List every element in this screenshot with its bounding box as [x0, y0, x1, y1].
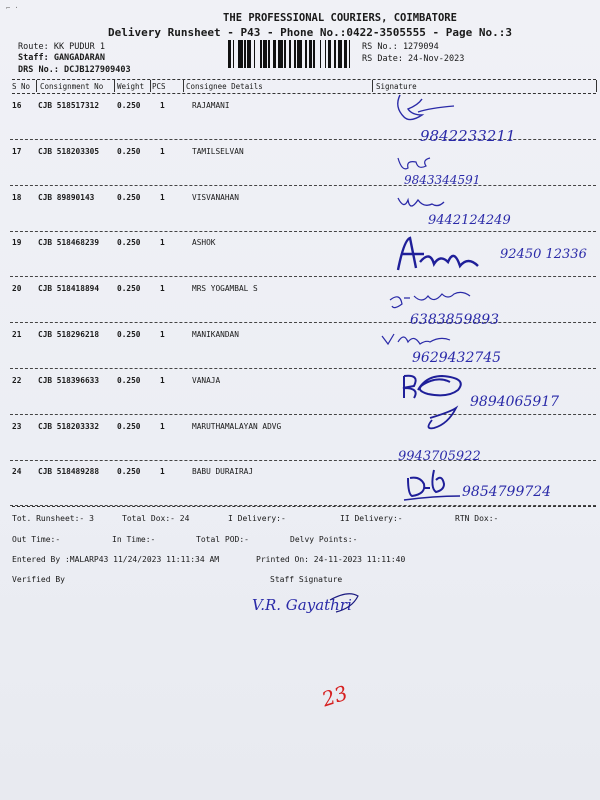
col-weight: Weight [117, 82, 145, 91]
cell-sno: 18 [12, 192, 22, 202]
row-separator [10, 414, 596, 415]
entered-by: Entered By :MALARP43 11/24/2023 11:11:34 AM [12, 555, 220, 564]
row-separator [10, 322, 596, 323]
staff-label: Staff: GANGADARAN [18, 53, 105, 63]
col-divider [183, 80, 184, 92]
col-divider [372, 80, 373, 92]
cell-pcs: 1 [160, 467, 165, 477]
cell-sno: 17 [12, 146, 22, 156]
rs-date: RS Date: 24-Nov-2023 [362, 54, 465, 64]
cell-consignment-no: CJB 518296218 [38, 330, 100, 339]
handwritten-phone: 9442124249 [428, 213, 511, 228]
cell-consignee: MANIKANDAN [192, 330, 239, 339]
cell-pcs: 1 [160, 101, 165, 110]
cell-pcs: 1 [160, 330, 165, 339]
rs-number: RS No.: 1279094 [362, 42, 439, 52]
cell-consignee: BABU DURAIRAJ [192, 467, 254, 477]
verified-by: Verified By [12, 575, 65, 584]
total-pod: Total POD:- [196, 535, 249, 544]
cell-pcs: 1 [160, 238, 165, 248]
col-divider [36, 80, 37, 92]
col-sno: S No [12, 82, 31, 91]
col-divider [150, 80, 151, 92]
out-time: Out Time:- [12, 535, 61, 544]
cell-sno: 21 [12, 330, 22, 339]
cell-weight: 0.250 [117, 146, 141, 156]
staff-signature-hand: V.R. Gayathri [252, 596, 352, 614]
handwritten-phone: 92450 12336 [500, 247, 587, 262]
runsheet-subtitle: Delivery Runsheet - P43 - Phone No.:0422-3505555 - Page No.:3 [108, 26, 512, 39]
cell-weight: 0.250 [117, 421, 141, 431]
cell-consignment-no: CJB 518203305 [38, 146, 100, 156]
printed-on: Printed On: 24-11-2023 11:11:40 [256, 555, 406, 564]
cell-pcs: 1 [160, 146, 165, 156]
cell-consignment-no: CJB 518468239 [38, 238, 100, 248]
total-runsheet: Tot. Runsheet:- 3 [12, 514, 94, 523]
corner-mark: ⌐ · [6, 4, 19, 12]
handwritten-phone: 6383859893 [410, 312, 500, 328]
cell-consignment-no: CJB 89890143 [38, 192, 95, 202]
cell-weight: 0.250 [117, 375, 141, 385]
cell-weight: 0.250 [117, 192, 141, 202]
barcode [228, 40, 354, 68]
cell-weight: 0.250 [117, 330, 141, 339]
cell-weight: 0.250 [117, 238, 141, 248]
cell-weight: 0.250 [117, 284, 141, 294]
barcode-bar [350, 40, 353, 68]
col-divider [114, 80, 115, 92]
cell-sno: 22 [12, 375, 22, 385]
handwritten-phone: 9842233211 [420, 127, 516, 145]
cell-weight: 0.250 [117, 101, 141, 110]
i-delivery: I Delivery:- [228, 514, 286, 523]
col-consignee: Consignee Details [186, 82, 263, 91]
cell-sno: 24 [12, 467, 22, 477]
delivery-points: Delvy Points:- [290, 535, 358, 544]
totals-top-rule [12, 506, 596, 507]
cell-consignee: VANAJA [192, 375, 221, 385]
header-bottom-rule [12, 93, 596, 94]
cell-consignment-no: CJB 518517312 [38, 101, 100, 110]
cell-consignee: TAMILSELVAN [192, 146, 244, 156]
handwritten-phone: 9894065917 [470, 394, 560, 410]
cell-consignee: MRS YOGAMBAL S [192, 284, 258, 294]
row-separator [10, 276, 596, 277]
cell-pcs: 1 [160, 192, 165, 202]
rtn-dox: RTN Dox:- [455, 514, 499, 523]
cell-consignee: VISVANAHAN [192, 192, 239, 202]
in-time: In Time:- [112, 535, 156, 544]
cell-sno: 16 [12, 101, 22, 110]
handwritten-phone: 9629432745 [412, 350, 502, 366]
cell-consignee: ASHOK [192, 238, 216, 248]
row-separator [10, 185, 596, 186]
handwritten-phone: 9943705922 [398, 449, 481, 464]
col-divider [596, 80, 597, 92]
ii-delivery: II Delivery:- [340, 514, 403, 523]
cell-pcs: 1 [160, 284, 165, 294]
cell-consignee: RAJAMANI [192, 101, 230, 110]
col-consignment: Consignment No [40, 82, 104, 91]
red-handwritten-note: 23 [318, 680, 351, 712]
total-dox: Total Dox:- 24 [122, 514, 190, 523]
handwritten-phone: 9854799724 [462, 484, 552, 500]
row-separator [10, 368, 596, 369]
cell-consignment-no: CJB 518489288 [38, 467, 100, 477]
header-top-rule [12, 79, 596, 80]
cell-sno: 19 [12, 238, 22, 248]
row-separator [10, 231, 596, 232]
row-separator [10, 460, 596, 461]
cell-sno: 23 [12, 421, 22, 431]
handwritten-phone: 9843344591 [404, 173, 481, 187]
col-signature: Signature [376, 82, 417, 91]
col-pcs: PCS [152, 82, 166, 91]
staff-signature-label: Staff Signature [270, 575, 343, 584]
cell-weight: 0.250 [117, 467, 141, 477]
cell-pcs: 1 [160, 421, 165, 431]
cell-consignment-no: CJB 518396633 [38, 375, 100, 385]
drs-number: DRS No.: DCJB127909403 [18, 65, 131, 75]
cell-consignment-no: CJB 518203332 [38, 421, 100, 431]
cell-consignee: MARUTHAMALAYAN ADVG [192, 421, 282, 431]
cell-consignment-no: CJB 518418894 [38, 284, 100, 294]
row-separator [10, 139, 596, 140]
cell-pcs: 1 [160, 375, 165, 385]
cell-sno: 20 [12, 284, 22, 294]
route-label: Route: KK PUDUR 1 [18, 42, 105, 52]
company-title: THE PROFESSIONAL COURIERS, COIMBATORE [223, 12, 457, 24]
